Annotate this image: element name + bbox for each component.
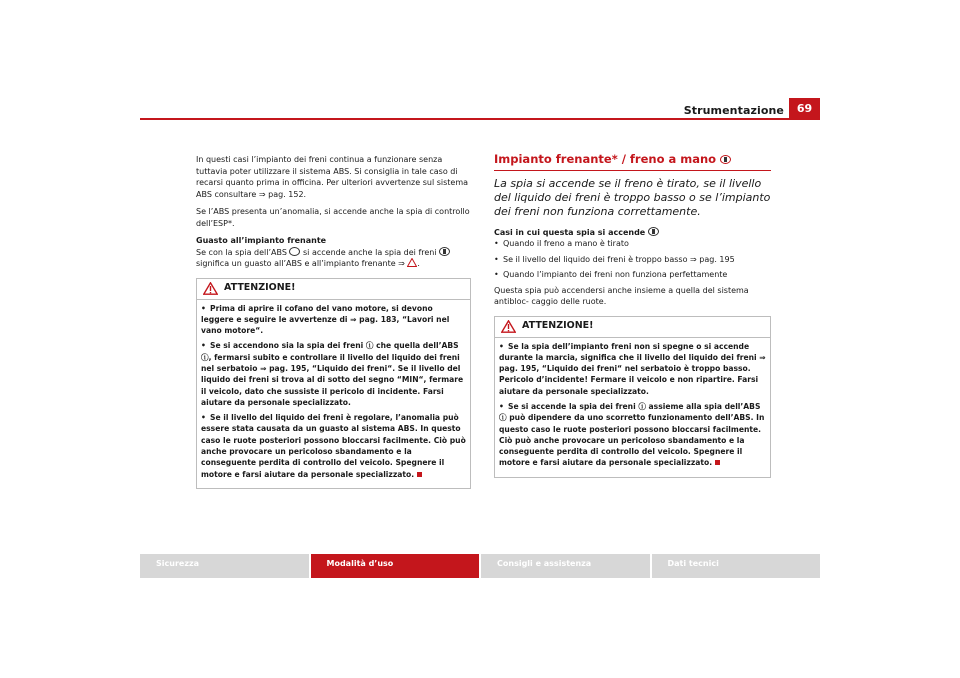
- tab-modalita-duso[interactable]: Modalità d’uso: [311, 554, 480, 578]
- warning-item: • Se si accende la spia dei freni ⓘ assieme alla spia dell’ABS ⓘ può dipendere da uno scorretto funzionamento dell’ABS. In questo caso le ruote posteriori possono bloccarsi facilmente. Ciò può anche provocare un pericoloso sbandamento e la conseguente perdita di controllo del veicolo. Spegnere il motore e farsi aiutare da personale specializzato.: [499, 401, 765, 468]
- footer-nav: [140, 554, 820, 578]
- warning-box: [494, 316, 771, 478]
- brake-warning-icon: [720, 155, 731, 164]
- warning-item: • Prima di aprire il cofano del vano motore, si devono leggere e seguire le avvertenze di ⇒ pag. 183, “Lavori nel vano motore“.: [201, 303, 450, 336]
- paragraph: In questi casi l’impianto dei freni continua a funzionare senza tuttavia poter utilizzare il sistema ABS. Si consiglia in tale caso di recarsi quanto prima in officina. Per ulteriori avvertenze sul sistema ABS consultare ⇒ pag. 152.: [196, 155, 469, 199]
- paragraph: Questa spia può accendersi anche insieme a quella del sistema antibloc- caggio delle ruote.: [494, 285, 749, 306]
- paragraph: Se l’ABS presenta un’anomalia, si accende anche la spia di controllo dell’ESP*.: [196, 207, 470, 228]
- warning-header: [495, 317, 770, 338]
- section-title: Impianto frenante* / freno a mano: [494, 154, 771, 171]
- page-number: 69: [789, 98, 820, 118]
- bullet-icon: •: [201, 341, 206, 351]
- bullet-icon: •: [494, 270, 499, 279]
- page-header-title: Strumentazione: [683, 104, 784, 117]
- tab-consigli-e-assistenza[interactable]: Consigli e assistenza: [481, 554, 650, 578]
- tab-sicurezza[interactable]: Sicurezza: [140, 554, 309, 578]
- left-column: [196, 154, 471, 489]
- bullet-icon: •: [499, 341, 504, 351]
- list-item: • Se il livello del liquido dei freni è troppo basso ⇒ pag. 195: [494, 254, 735, 264]
- header-divider: [140, 118, 820, 120]
- subheading: Casi in cui questa spia si accende: [494, 227, 771, 239]
- warning-header: [197, 279, 470, 300]
- list-item: • Quando il freno a mano è tirato: [494, 239, 629, 248]
- bullet-icon: •: [499, 401, 504, 411]
- bullet-icon: •: [201, 413, 206, 423]
- warning-title: ATTENZIONE!: [224, 282, 296, 294]
- brake-warning-icon: [439, 247, 450, 256]
- bullet-icon: •: [494, 239, 499, 248]
- intro-text: La spia si accende se il freno è tirato, se il livello del liquido dei freni è troppo basso o se l’impianto dei freni non funziona correttamente.: [494, 176, 771, 218]
- warning-item: • Se si accendono sia la spia dei freni ⓘ che quella dell’ABS ⓘ, fermarsi subito e controllare il livello del liquido dei freni nel serbatoio ⇒ pag. 195, “Liquido dei freni“. Se il livello del liquido dei freni si trova al di sotto del segno “MIN“, fermare il veicolo, dato che sussiste il pericolo di incidente. Farsi aiutare da personale specializzato.: [201, 341, 464, 407]
- section-end-mark: [417, 472, 422, 477]
- subheading: Guasto all’impianto frenante: [196, 236, 327, 245]
- bullet-icon: •: [494, 254, 499, 264]
- bullet-icon: •: [201, 303, 206, 313]
- warning-item: • Se la spia dell’impianto freni non si spegne o si accende durante la marcia, significa che il livello del liquido dei freni ⇒ pag. 195, “Liquido dei freni“ nel serbatoio è troppo basso. Pericolo d’incidente! Fermare il veicolo e non ripartire. Farsi aiutare da personale specializzato.: [499, 341, 766, 396]
- right-column: [494, 154, 771, 478]
- warning-title: ATTENZIONE!: [522, 320, 594, 332]
- section-end-mark: [715, 460, 720, 465]
- list-item: • Quando l’impianto dei freni non funziona perfettamente: [494, 270, 728, 279]
- warning-triangle-icon: [203, 282, 218, 295]
- abs-warning-icon: [289, 247, 300, 256]
- warning-item: • Se il livello del liquido dei freni è regolare, l’anomalia può essere stata causata da un guasto al sistema ABS. In questo caso le ruote posteriori possono bloccarsi facilmente. Ciò può anche provocare un pericoloso sbandamento e la conseguente perdita di controllo del veicolo. Spegnere il motore e farsi aiutare da personale specializzato.: [201, 413, 466, 479]
- warning-triangle-icon: [407, 258, 417, 267]
- tab-dati-tecnici[interactable]: Dati tecnici: [652, 554, 821, 578]
- warning-box: [196, 278, 471, 489]
- paragraph: Se con la spia dell’ABS si accende anche la spia dei freni significa un guasto all’ABS e all’impianto frenante ⇒ .: [196, 247, 471, 270]
- warning-triangle-icon: [501, 320, 516, 333]
- brake-warning-icon: [648, 227, 659, 236]
